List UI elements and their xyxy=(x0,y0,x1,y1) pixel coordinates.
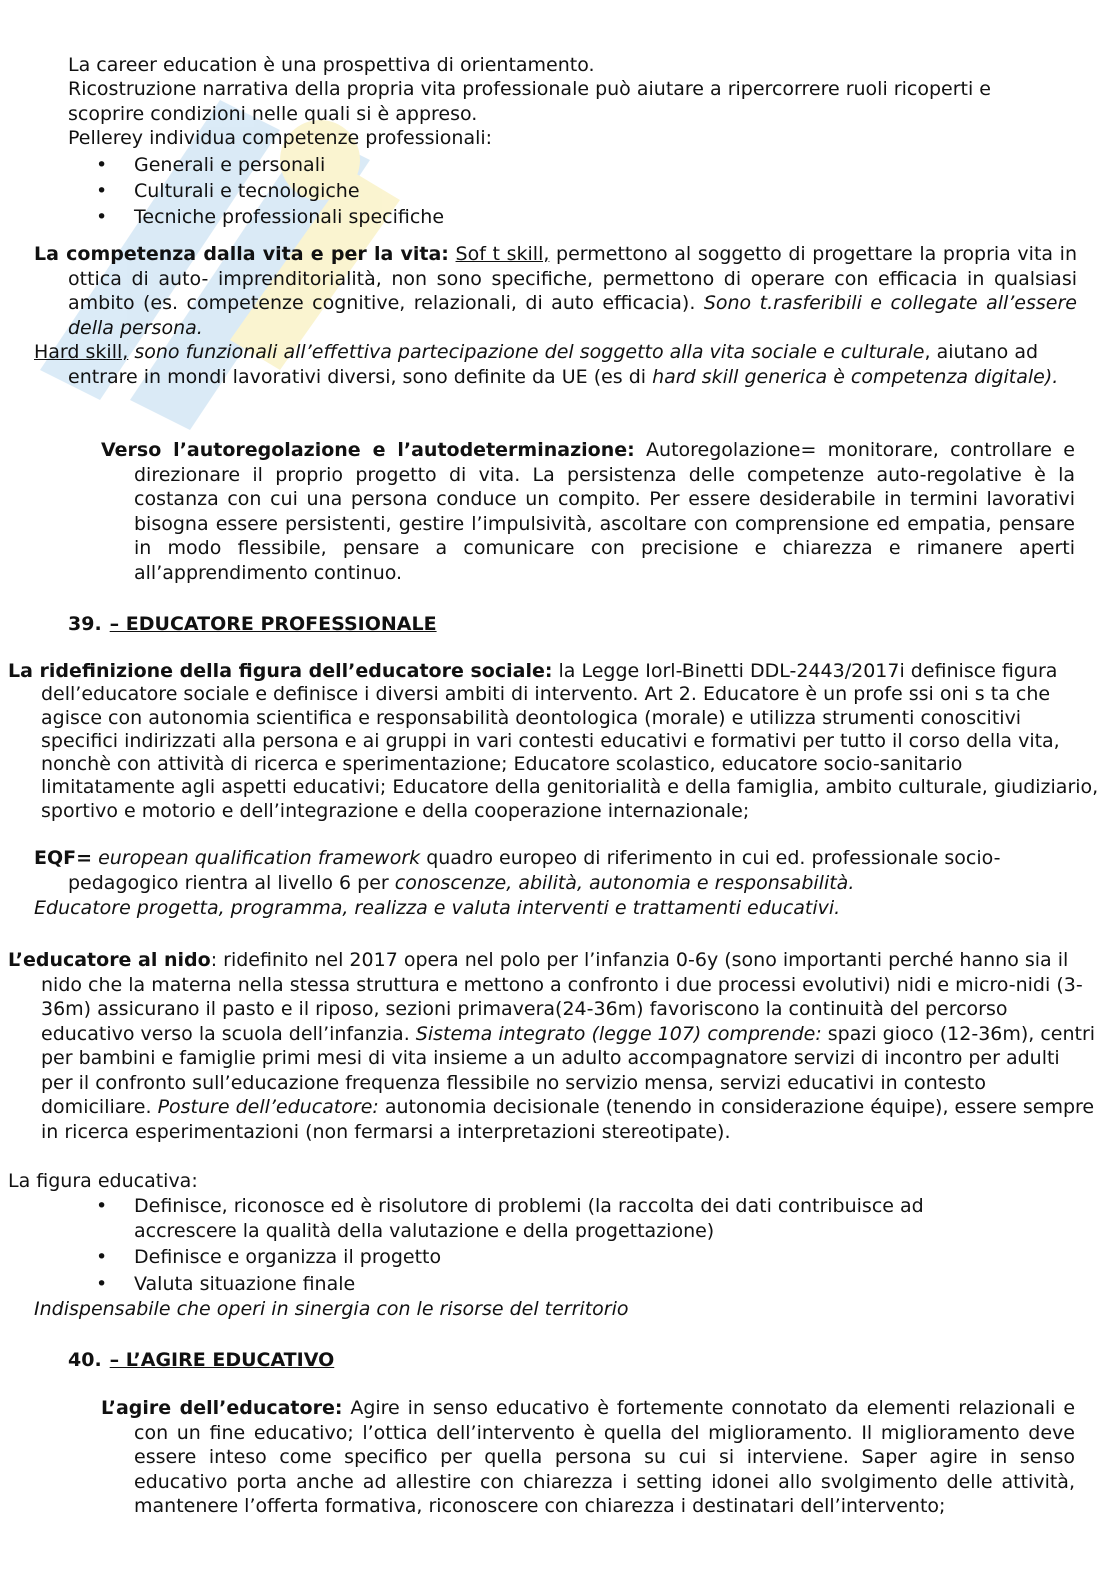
hard-skill-paragraph xyxy=(34,340,1077,389)
eqf-italic: european qualification framework xyxy=(92,847,427,869)
intro-line-1: La career education è una prospettiva di orientamento. xyxy=(68,54,595,76)
list-item: • Definisce e organizza il progetto xyxy=(68,1245,1008,1270)
list-item: • Valuta situazione finale xyxy=(68,1272,1008,1297)
section-title: – EDUCATORE PROFESSIONALE xyxy=(109,613,437,635)
agire-label: L’agire dell’educatore: xyxy=(101,1397,343,1419)
competenza-italic: Sono t.rasferibili e collegate all’essere della persona. xyxy=(68,292,1077,339)
figura-label: La figura educativa: xyxy=(8,1170,198,1192)
hard-skill-text: , aiutano ad entrare in mondi lavorativi diversi, sono definite da UE (es di xyxy=(68,341,1039,388)
competenza-paragraph xyxy=(34,242,1077,340)
section-39-heading xyxy=(68,612,437,637)
autoregolazione-label: Verso l’autoregolazione e l’autodeterminazione: xyxy=(101,439,635,461)
competenza-label: La competenza dalla vita e per la vita: xyxy=(34,243,449,265)
list-item: • Generali e personali xyxy=(68,152,968,178)
educatore-progetta-line xyxy=(34,896,1043,921)
agire-text: Agire in senso educativo è fortemente connotato da elementi relazionali e con un fine educativo; l’ottica dell’intervento è quella del miglioramento. Il miglioramento deve essere inteso come specifico per quella persona su cui si interviene. Saper agire in senso educativo porta anche ad allestire con chiarezza i setting idonei allo svolgimento delle attività, mantenere l’offerta formativa, riconoscere con chiarezza i destinatari dell’intervento; xyxy=(134,1397,1076,1517)
section-40-heading xyxy=(68,1348,334,1373)
autoregolazione-paragraph xyxy=(101,438,1075,585)
educatore-progetta-text: Educatore progetta, programma, realizza e valuta interventi e trattamenti educativi. xyxy=(34,897,841,919)
nido-text-1: : ridefinito nel 2017 opera nel polo per l’infanzia 0-6y (sono importanti perché hanno sia il nido che la materna nella stessa struttura e mettono a confronto i due processi evolutivi) nidi e micro-nidi (3-36m) assicurano il pasto e il riposo, sezioni primavera(24-36m) favoriscono la continuità del percorso educativo verso la scuola dell’infanzia. xyxy=(41,949,1083,1045)
figura-closing-text: Indispensabile che operi in sinergia con le risorse del territorio xyxy=(34,1298,629,1320)
figura-list xyxy=(68,1194,1008,1296)
nido-label: L’educatore al nido xyxy=(8,949,211,971)
list-item: • Culturali e tecnologiche xyxy=(68,178,968,204)
eqf-paragraph xyxy=(34,846,1077,895)
intro-line-3: Pellerey individua competenze professionali: xyxy=(68,127,493,149)
figura-closing xyxy=(34,1297,629,1322)
soft-skill-term: Sof t skill, xyxy=(455,243,550,265)
agire-paragraph xyxy=(101,1396,1075,1519)
eqf-italic-2: conoscenze, abilità, autonomia e responsabilità. xyxy=(394,871,855,894)
competenza-text: permettono al soggetto di progettare la propria vita in ottica di auto- imprenditorialità, non sono specifiche, permettono di operare con efficacia in qualsiasi ambito (es. competenze cognitive, relazionali, di auto efficacia). xyxy=(68,243,1077,314)
ridefinizione-label: La ridefinizione della figura dell’educatore sociale: xyxy=(8,660,553,682)
intro-line-2: Ricostruzione narrativa della propria vita professionale può aiutare a ripercorrere ruoli ricoperti e scoprire condizioni nelle quali si è appreso. xyxy=(68,78,991,125)
nido-italic-1: Sistema integrato (legge 107) comprende: xyxy=(415,1022,822,1045)
section-number: 40. xyxy=(68,1349,102,1371)
ridefinizione-text: la Legge Iorl-Binetti DDL-2443/2017i definisce figura dell’educatore sociale e definisce i diversi ambiti di intervento. Art 2. Educatore è un profe ssi oni s ta che agisce con autonomia scientifica e responsabilità deontologica (morale) e utilizza strumenti conoscitivi specifici indirizzati alla persona e ai gruppi in vari contesti educativi e formativi per tutto il corso della vita, nonchè con attività di ricerca e sperimentazione; Educatore scolastico, educatore socio-sanitario limitatamente agli aspetti educativi; Educatore della genitorialità e della famiglia, ambito culturale, giudiziario, sportivo e motorio e dell’integrazione e della cooperazione internazionale; xyxy=(41,660,1099,822)
autoregolazione-text: Autoregolazione= monitorare, controllare e direzionare il proprio progetto di vita. La persistenza delle competenze auto-regolative è la costanza con cui una persona conduce un compito. Per essere desiderabile in termini lavorativi bisogna essere persistenti, gestire l’impulsività, ascoltare con comprensione ed empatia, pensare in modo flessibile, pensare a comunicare con precisione e chiarezza e rimanere aperti all’apprendimento continuo. xyxy=(134,439,1075,584)
eqf-label: EQF= xyxy=(34,847,93,869)
list-item: • Tecniche professionali specifiche xyxy=(68,204,968,230)
list-item: • Definisce, riconosce ed è risolutore di problemi (la raccolta dei dati contribuisce ad accrescere la qualità della valutazione e della progettazione) xyxy=(68,1194,1008,1243)
nido-paragraph xyxy=(8,948,1096,1144)
hard-skill-italic: sono funzionali all’effettiva partecipazione del soggetto alla vita sociale e culturale xyxy=(128,341,925,363)
section-title: – L’AGIRE EDUCATIVO xyxy=(109,1349,335,1371)
hard-skill-italic-2: hard skill generica è competenza digitale). xyxy=(652,365,1059,388)
section-number: 39. xyxy=(68,613,102,635)
ridefinizione-paragraph xyxy=(8,660,1099,823)
hard-skill-term: Hard skill, xyxy=(34,341,129,363)
eqf-text: quadro europeo di riferimento in cui ed. professionale socio-pedagogico rientra al livello 6 per xyxy=(68,847,1001,894)
nido-text-3: autonomia decisionale (tenendo in considerazione équipe), essere sempre in ricerca esperimentazioni (non fermarsi a interpretazioni stereotipate). xyxy=(41,1096,1095,1143)
pellerey-list xyxy=(68,152,968,230)
nido-italic-2: Posture dell’educatore: xyxy=(157,1096,379,1118)
nido-text-2: spazi gioco (12-36m), centri per bambini e famiglie primi mesi di vita insieme a un adulto accompagnatore servizi di incontro per adulti per il confronto sull’educazione frequenza flessibile no servizio mensa, servizi educativi in contesto domiciliare. xyxy=(41,1022,1096,1118)
